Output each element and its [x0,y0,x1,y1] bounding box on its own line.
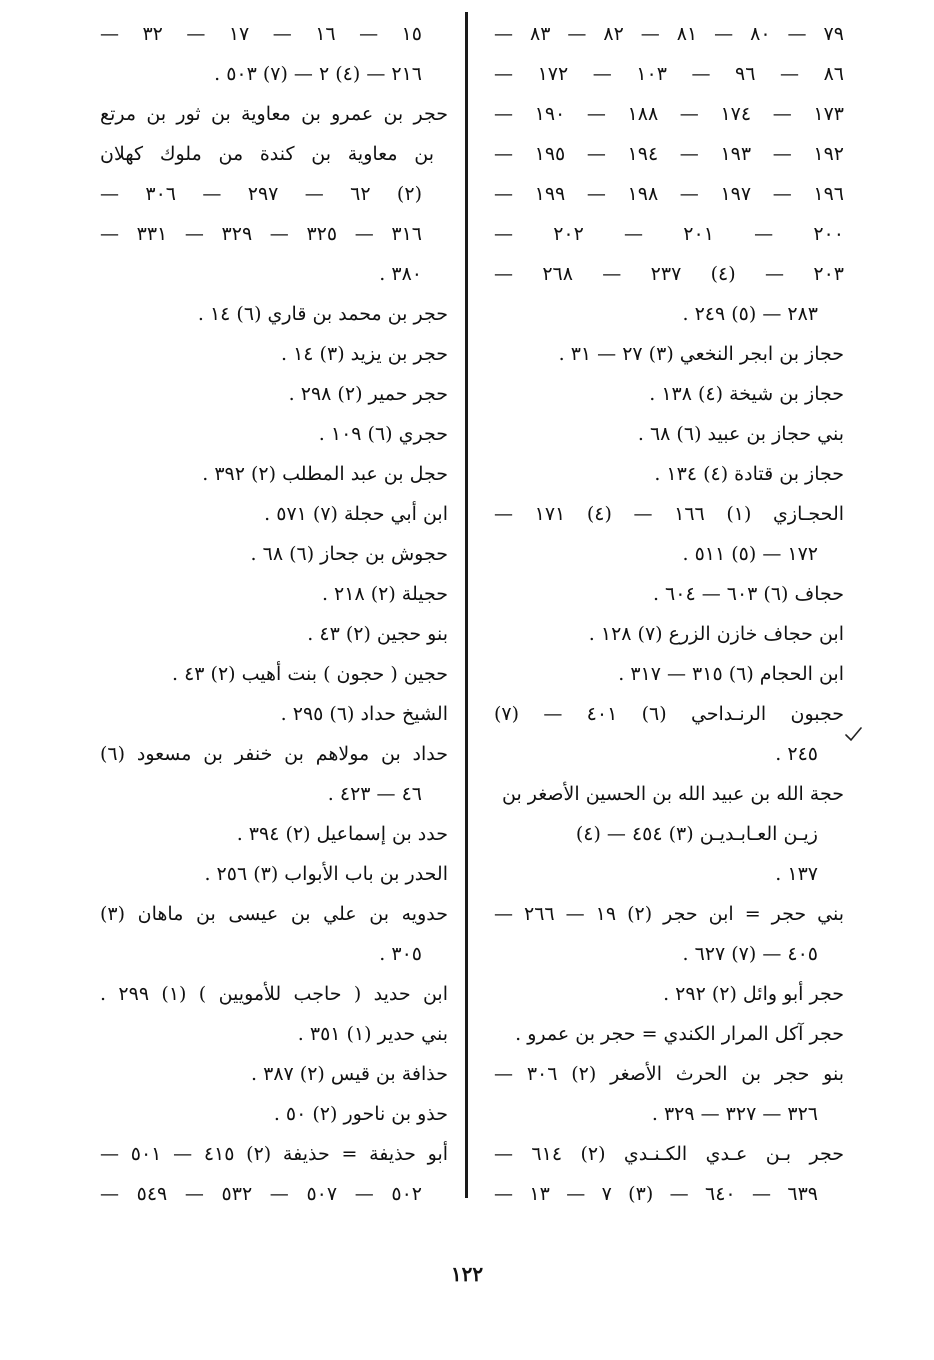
index-line: ٥٠٢ — ٥٠٧ — ٥٣٢ — ٥٤٩ — [100,1183,422,1205]
page-number: ١٢٢ [450,1262,484,1286]
index-line: ١٩٦ — ١٩٧ — ١٩٨ — ١٩٩ — [494,183,844,205]
index-entry: حجيلة (٢) ٢١٨ . [321,583,448,605]
index-entry: حداد بن مولاهم بن خنفر بن مسعود (٦) [100,743,448,765]
index-line: بن معاوية بن كندة من ملوك كهلان [100,143,434,165]
index-line: ٣٠٥ . [379,943,422,965]
index-entry: حجر أبو وائل (٢) ٢٩٢ . [663,983,844,1005]
index-line: ٢٠٣ — (٤) ٢٣٧ — ٢٦٨ — [494,263,844,285]
index-entry: حجر آكل المرار الكندي = حجر بن عمرو . [515,1023,844,1045]
index-entry: حدويه بن علي بن عيسى بن ماهان (٣) [100,903,448,925]
index-entry: حجاف (٦) ٦٠٣ — ٦٠٤ . [652,583,844,605]
index-entry: ابن حديد ( حاجب للأمويين ) (١) ٢٩٩ . [100,983,448,1005]
index-entry: حجر بن محمد بن قاري (٦) ١٤ . [197,303,448,325]
index-entry: الشيخ حداد (٦) ٢٩٥ . [280,703,448,725]
index-entry: حجر حمير (٢) ٢٩٨ . [288,383,448,405]
index-line: ٣٢٦ — ٣٢٧ — ٣٢٩ . [651,1103,818,1125]
pencil-check-mark [844,726,862,742]
index-line: ١٧٢ — (٥) ٥١١ . [682,543,818,565]
index-line: ٢٨٣ — (٥) ٢٤٩ . [682,303,818,325]
index-line: ١٩٢ — ١٩٣ — ١٩٤ — ١٩٥ — [494,143,844,165]
index-line: ٦٣٩ — ٦٤٠ — (٣) ٧ — ١٣ — [494,1183,818,1205]
index-line: ١٣٧ . [775,863,818,885]
index-entry: حجر بـن عـدي الكـنـدي (٢) ٦١٤ — [494,1143,844,1165]
index-entry: حجوش بن جحاز (٦) ٦٨ . [250,543,448,565]
index-entry: حجاز بن شيخة (٤) ١٣٨ . [649,383,844,405]
index-line: ٧٩ — ٨٠ — ٨١ — ٨٢ — ٨٣ — [494,23,844,45]
index-line: ٣١٦ — ٣٢٥ — ٣٢٩ — ٣٣١ — [100,223,422,245]
index-line: ٤٦ — ٤٢٣ . [327,783,422,805]
index-line: زيـن العـابـديـن (٣) ٤٥٤ — (٤) [575,823,818,845]
index-line: ٢٠٠ — ٢٠١ — ٢٠٢ — [494,223,844,245]
index-entry: بني حجاز بن عبيد (٦) ٦٨ . [637,423,844,445]
right-column [494,14,844,1214]
index-entry: حذافة بن قيس (٢) ٣٨٧ . [251,1063,448,1085]
left-column [100,14,448,1214]
index-entry: حجين ( حجون ) بنت أهيب (٢) ٤٣ . [171,663,448,685]
index-entry: الحدر بن باب الأبواب (٣) ٢٥٦ . [204,863,448,885]
index-entry: حجري (٦) ١٠٩ . [318,423,448,445]
index-line: ٤٠٥ — (٧) ٦٢٧ . [682,943,818,965]
index-entry: حدد بن إسماعيل (٢) ٣٩٤ . [236,823,448,845]
index-entry: حجاز بن ابجر النخعي (٣) ٢٧ — ٣١ . [558,343,844,365]
index-entry: ابن حجاف خازن الزرع (٧) ١٢٨ . [588,623,844,645]
index-line: ٢١٦ — (٤) ٢ — (٧) ٥٠٣ . [214,63,422,85]
index-entry: أبو حذيفة = حذيفة (٢) ٤١٥ — ٥٠١ — [100,1143,448,1165]
index-line: ٨٦ — ٩٦ — ١٠٣ — ١٧٢ — [494,63,844,85]
index-entry: حذو بن ناحور (٢) ٥٠ . [273,1103,448,1125]
index-line: ١٥ — ١٦ — ١٧ — ٣٢ — [100,23,422,45]
index-entry: حجر بن يزيد (٣) ١٤ . [281,343,448,365]
index-line: ٣٨٠ . [379,263,422,285]
column-divider [465,12,468,1198]
index-entry: حجبون الرنـداحي (٦) ٤٠١ — (٧) [494,703,844,725]
index-line: ١٧٣ — ١٧٤ — ١٨٨ — ١٩٠ — [494,103,844,125]
index-line: ٢٤٥ . [775,743,818,765]
index-entry: بني حجر = ابن حجر (٢) ١٩ — ٢٦٦ — [494,903,844,925]
index-entry: حجل بن عبد المطلب (٢) ٣٩٢ . [202,463,448,485]
index-entry: ابن أبي حجلة (٧) ٥٧١ . [264,503,448,525]
index-entry: حجر بن عمرو بن معاوية بن ثور بن مرتع [100,103,448,125]
index-line: (٢) ٦٢ — ٢٩٧ — ٣٠٦ — [100,183,422,205]
index-entry: بنو حجر بن الحرث الأصغر (٢) ٣٠٦ — [494,1063,844,1085]
index-entry: حجاز بن قتادة (٤) ١٣٤ . [654,463,844,485]
index-entry: بنو حجين (٢) ٤٣ . [307,623,448,645]
index-entry: حجة الله بن عبيد الله بن الحسين الأصغر بن [501,783,844,805]
index-entry: ابن الحجام (٦) ٣١٥ — ٣١٧ . [618,663,844,685]
index-entry: الحجـازي (١) ١٦٦ — (٤) ١٧١ — [494,503,844,525]
index-entry: بني حدير (١) ٣٥١ . [297,1023,448,1045]
